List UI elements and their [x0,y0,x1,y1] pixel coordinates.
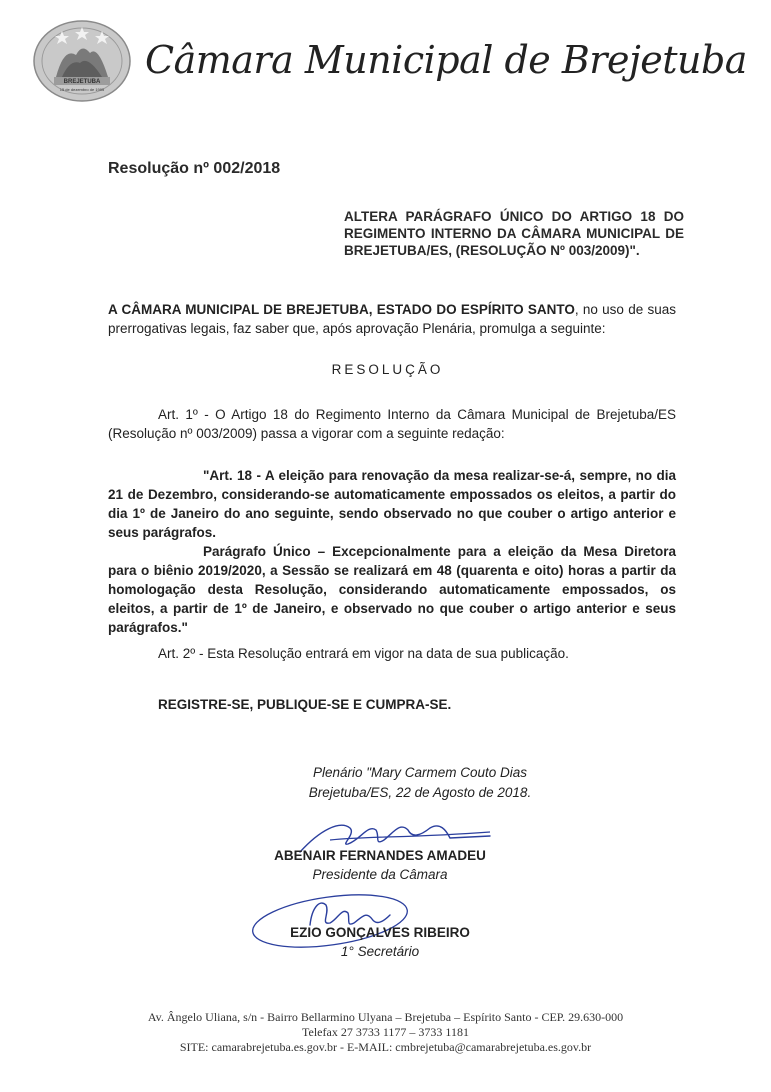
article-18-text: "Art. 18 - A eleição para renovação da mesa realizar-se-á, sempre, no dia 21 de Dezembro, considerando-se automaticamente empossados os eleitos, a partir do dia 1º de Janeiro do ano seguinte, sendo observado no que couber o artigo anterior e seus parágrafos. [108,468,676,540]
seal-date: 15 de dezembro de 1995 [59,87,105,92]
signature-secretary-icon [250,885,420,950]
signatory-2-name: EZIO GONÇALVES RIBEIRO [290,925,470,940]
preamble-bold: A CÂMARA MUNICIPAL DE BREJETUBA, ESTADO DO ESPÍRITO SANTO [108,302,575,317]
signatory-1-role: Presidente da Câmara [312,867,448,882]
place-line-2: Brejetuba/ES, 22 de Agosto de 2018. [308,785,532,800]
footer [0,1010,771,1055]
resolution-heading: RESOLUÇÃO [331,362,444,377]
preamble [108,300,676,338]
resolution-number: Resolução nº 002/2018 [108,160,281,177]
place-line-1: Plenário "Mary Carmem Couto Dias [312,765,528,780]
closing-formula: REGISTRE-SE, PUBLIQUE-SE E CUMPRA-SE. [158,697,452,712]
footer-phone: Telefax 27 3733 1177 – 3733 1181 [302,1025,469,1039]
signatory-1-name: ABENAIR FERNANDES AMADEU [274,848,486,863]
article-18-single-paragraph: Parágrafo Único – Excepcionalmente para a eleição da Mesa Diretora para o biênio 2019/2020, a Sessão se realizará em 48 (quarenta e oito) horas a partir da homologação desta Resolução, considerando automaticamente empossados, os eleitos, a partir de 1º de Janeiro, e observado no que couber o artigo anterior e seus parágrafos." [108,544,676,635]
preamble-rest: , no uso de suas prerrogativas legais, faz saber que, após aprovação Plenária, promulga a seguinte: [108,302,676,336]
footer-contact: SITE: camarabrejetuba.es.gov.br - E-MAIL: cmbrejetuba@camarabrejetuba.es.gov.br [179,1040,592,1054]
seal-text: BREJETUBA [63,79,101,85]
article-1: Art. 1º - O Artigo 18 do Regimento Interno da Câmara Municipal de Brejetuba/ES (Resolução nº 003/2009) passa a vigorar com a seguinte redação: [108,407,676,441]
place-date [290,763,550,803]
header-title: Câmara Municipal de Brejetuba [145,38,747,82]
article-2: Art. 2º - Esta Resolução entrará em vigor na data de sua publicação. [158,646,569,661]
ementa: ALTERA PARÁGRAFO ÚNICO DO ARTIGO 18 DO REGIMENTO INTERNO DA CÂMARA MUNICIPAL DE BREJETUBA/ES, (RESOLUÇÃO Nº 003/2009)". [344,209,684,258]
footer-address: Av. Ângelo Uliana, s/n - Bairro Bellarmino Ulyana – Brejetuba – Espírito Santo - CEP. 29.630-000 [147,1010,624,1024]
municipal-seal-icon [32,19,132,103]
signatory-2-role: 1° Secretário [340,944,420,959]
